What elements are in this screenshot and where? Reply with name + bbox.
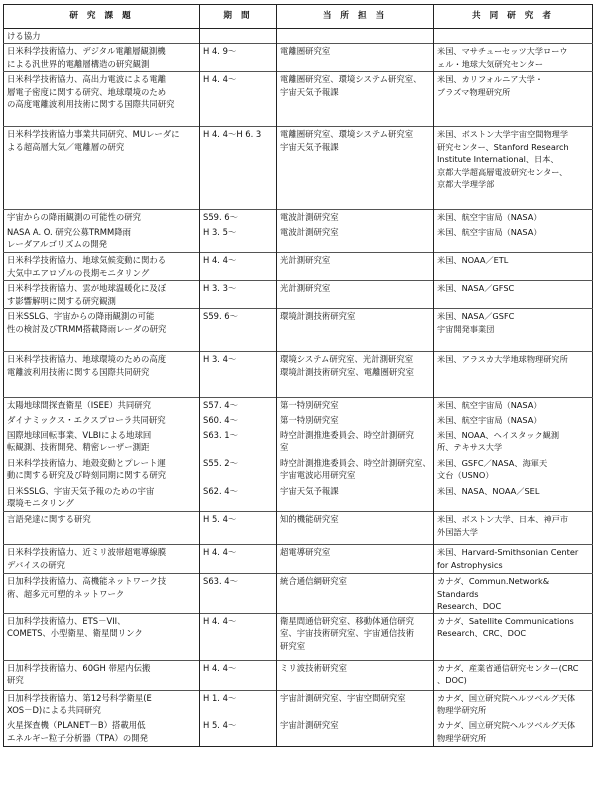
research-period: S62. 4～ xyxy=(200,484,277,512)
research-period: H 4. 9～ xyxy=(200,44,277,72)
research-period: H 4. 4～ xyxy=(200,660,277,690)
table-header-row xyxy=(4,5,593,29)
research-partner: 米国、NASA、NOAA／SEL xyxy=(437,485,540,496)
table-row xyxy=(4,428,593,456)
responsible-office: 電離圏研究室、環境システム研究室 宇宙天気予報課 xyxy=(277,127,434,210)
research-partner: 米国、NOAA／ETL xyxy=(434,253,593,281)
research-period: S59. 6～ xyxy=(200,210,277,225)
responsible-office: 宇宙計測研究室 xyxy=(277,718,434,746)
research-partner: カナダ、国立研究院ヘルツベルグ天体 物理学研究所 xyxy=(434,690,593,718)
research-topic: 日米科学技術協力事業共同研究、MUレーダに よる超高層大気／電離層の研究 xyxy=(4,127,200,210)
table-row xyxy=(4,127,593,210)
research-topic: 日米科学技術協力、地殻変動とプレート運 動に関する研究及び時刻同期に関する研究 xyxy=(4,456,200,484)
research-partner: 米国、ボストン大学宇宙空間物理学 研究センター、Stanford Research Institute International、日本、 京都大学超高層電波研究センター、 京都大学理学部 xyxy=(434,127,593,210)
joint-research-table xyxy=(3,4,593,747)
table-row xyxy=(4,690,593,718)
research-period: H 5. 4～ xyxy=(200,512,277,545)
table-row xyxy=(4,484,593,512)
responsible-office: 第一特別研究室 xyxy=(277,398,434,413)
research-topic: 日米科学技術協力、雲が地球温暖化に及ぼ す影響解明に関する研究観測 xyxy=(4,281,200,309)
research-partner: カナダ、Commun.Network& Standards Research、DOC xyxy=(434,574,593,614)
responsible-office: 第一特別研究室 xyxy=(277,413,434,428)
responsible-office: 電波計測研究室 xyxy=(277,210,434,225)
research-partner: 米国、航空宇宙局（NASA） xyxy=(434,398,593,413)
research-period: H 4. 4～ xyxy=(200,613,277,660)
research-period: H 1. 4～ xyxy=(200,690,277,718)
responsible-office: 統合通信網研究室 xyxy=(277,574,434,614)
research-period: S60. 4～ xyxy=(200,413,277,428)
research-period: S59. 6～ xyxy=(200,309,277,352)
research-topic: 日米科学技術協力、デジタル電離層観測機 による汎世界的電離層構造の研究観測 xyxy=(4,44,200,72)
table-row xyxy=(4,413,593,428)
table-row xyxy=(4,309,593,352)
research-partner: 米国、NOAA、ヘイスタック観測 所、テキサス大学 xyxy=(437,429,560,453)
responsible-office: 宇宙計測研究室、宇宙空間研究室 xyxy=(277,690,434,718)
responsible-office: 環境システム研究室、光計測研究室 環境計測技術研究室、電離圏研究室 xyxy=(277,352,434,398)
research-topic: 言語発達に関する研究 xyxy=(4,512,200,545)
header-partner: 共 同 研 究 者 xyxy=(434,5,593,29)
table-row xyxy=(4,253,593,281)
responsible-office: 電波計測研究室 xyxy=(277,225,434,253)
research-topic: 日米科学技術協力、地球気候変動に関わる 大気中エアロゾルの長期モニタリング xyxy=(4,253,200,281)
responsible-office: 宇宙天気予報課 xyxy=(277,484,434,512)
research-partner: 米国、航空宇宙局（NASA） xyxy=(437,226,542,237)
research-period xyxy=(200,29,277,44)
header-office: 当 所 担 当 xyxy=(277,5,434,29)
table-row xyxy=(4,456,593,484)
research-period: H 3. 4～ xyxy=(200,352,277,398)
research-topic: 日米SSLG、宇宙からの降雨観測の可能 性の検討及びTRMM搭載降雨レーダの研究 xyxy=(4,309,200,352)
responsible-office: 電離圏研究室、環境システム研究室、 宇宙天気予報課 xyxy=(277,72,434,127)
responsible-office: 環境計測技術研究室 xyxy=(277,309,434,352)
responsible-office: 時空計測推進委員会、時空計測研究 室 xyxy=(277,428,434,456)
research-partner xyxy=(434,29,593,44)
research-topic: NASA A. O. 研究公募TRMM降雨 レーダアルゴリズムの開発 xyxy=(4,225,200,253)
research-period: H 3. 3～ xyxy=(200,281,277,309)
research-partner: 米国、NASA／GSFC 宇宙開発事業団 xyxy=(434,309,593,352)
research-topic: 国際地球回転事業、VLBIによる地球回 転観測、技術開発、精密レーザー測距 xyxy=(4,428,200,456)
table-row xyxy=(4,44,593,72)
research-period: S63. 4～ xyxy=(200,574,277,614)
responsible-office: ミリ波技術研究室 xyxy=(277,660,434,690)
research-period: H 5. 4～ xyxy=(200,718,277,746)
table-row xyxy=(4,225,593,253)
research-partner: 米国、Harvard-Smithsonian Center for Astrophysics xyxy=(434,545,593,574)
research-partner: 米国、アラスカ大学地球物理研究所 xyxy=(434,352,593,398)
responsible-office: 光計測研究室 xyxy=(277,281,434,309)
table-row xyxy=(4,512,593,545)
table-row xyxy=(4,545,593,574)
research-partner: 米国、航空宇宙局（NASA） xyxy=(437,414,542,425)
research-topic: 宇宙からの降雨観測の可能性の研究 xyxy=(4,210,200,225)
research-topic: 火星探査機（PLANET－B）搭載用低 エネルギー粒子分析器（TPA）の開発 xyxy=(4,718,200,746)
research-period: H 3. 5～ xyxy=(200,225,277,253)
header-period: 期 間 xyxy=(200,5,277,29)
research-period: S63. 1～ xyxy=(200,428,277,456)
table-row xyxy=(4,613,593,660)
research-topic: 太陽地球間探査衛星（ISEE）共同研究 xyxy=(4,398,200,413)
research-period: H 4. 4～ xyxy=(200,253,277,281)
table-row xyxy=(4,29,593,44)
table-row xyxy=(4,352,593,398)
research-topic: ダイナミックス・エクスプローラ共同研究 xyxy=(4,413,200,428)
header-topic: 研 究 課 題 xyxy=(4,5,200,29)
table-row xyxy=(4,574,593,614)
research-topic: 日加科学技術協力、ETS－VII、 COMETS、小型衛星、衛星間リンク xyxy=(4,613,200,660)
research-partner: 米国、GSFC／NASA、海軍天 文台（USNO） xyxy=(437,457,548,481)
research-partner: カナダ、Satellite Communications Research、CRC、DOC xyxy=(434,613,593,660)
responsible-office xyxy=(277,29,434,44)
responsible-office: 知的機能研究室 xyxy=(277,512,434,545)
research-partner: 米国、NASA／GFSC xyxy=(434,281,593,309)
research-period: H 4. 4～ xyxy=(200,545,277,574)
research-topic: 日米科学技術協力、近ミリ波帯超電導線膜 デバイスの研究 xyxy=(4,545,200,574)
research-topic: 日米SSLG、宇宙天気予報のための宇宙 環境モニタリング xyxy=(4,484,200,512)
research-period: S57. 4～ xyxy=(200,398,277,413)
research-period: H 4. 4～ xyxy=(200,72,277,127)
research-topic: 日加科学技術協力、60GH 帯屋内伝搬 研究 xyxy=(4,660,200,690)
research-partner: 米国、マサチューセッツ大学ローウ ェル・地球大気研究センター xyxy=(434,44,593,72)
research-topic: ける協力 xyxy=(4,29,200,44)
research-partner: 米国、ボストン大学、日本、神戸市 外国語大学 xyxy=(434,512,593,545)
research-topic: 日加科学技術協力、第12号科学衛星(E XOS－D)による共同研究 xyxy=(4,690,200,718)
table-row xyxy=(4,210,593,225)
research-partner: 米国、カリフォルニア大学・ プラズマ物理研究所 xyxy=(434,72,593,127)
responsible-office: 光計測研究室 xyxy=(277,253,434,281)
table-row xyxy=(4,718,593,746)
research-topic: 日米科学技術協力、地球環境のための高度 電離波利用技術に関する国際共同研究 xyxy=(4,352,200,398)
research-partner: カナダ、産業省通信研究センター(CRC 、DOC) xyxy=(434,660,593,690)
responsible-office: 時空計測推進委員会、時空計測研究室、 宇宙電波応用研究室 xyxy=(277,456,434,484)
research-topic: 日加科学技術協力、高機能ネットワーク技 術、超多元可塑的ネットワーク xyxy=(4,574,200,614)
research-period: H 4. 4～H 6. 3 xyxy=(200,127,277,210)
table-row xyxy=(4,281,593,309)
table-row xyxy=(4,398,593,413)
responsible-office: 超電導研究室 xyxy=(277,545,434,574)
research-topic: 日米科学技術協力、高出力電波による電離 層電子密度に関する研究、地球環境のため の高度電離波利用技術に関する国際共同研究 xyxy=(4,72,200,127)
table-row xyxy=(4,660,593,690)
research-partner: 米国、航空宇宙局（NASA） xyxy=(434,210,593,225)
table-row xyxy=(4,72,593,127)
responsible-office: 衛星間通信研究室、移動体通信研究 室、宇宙技術研究室、宇宙通信技術 研究室 xyxy=(277,613,434,660)
responsible-office: 電離圏研究室 xyxy=(277,44,434,72)
research-period: S55. 2～ xyxy=(200,456,277,484)
research-partner: カナダ、国立研究院ヘルツベルグ天体 物理学研究所 xyxy=(437,720,576,743)
